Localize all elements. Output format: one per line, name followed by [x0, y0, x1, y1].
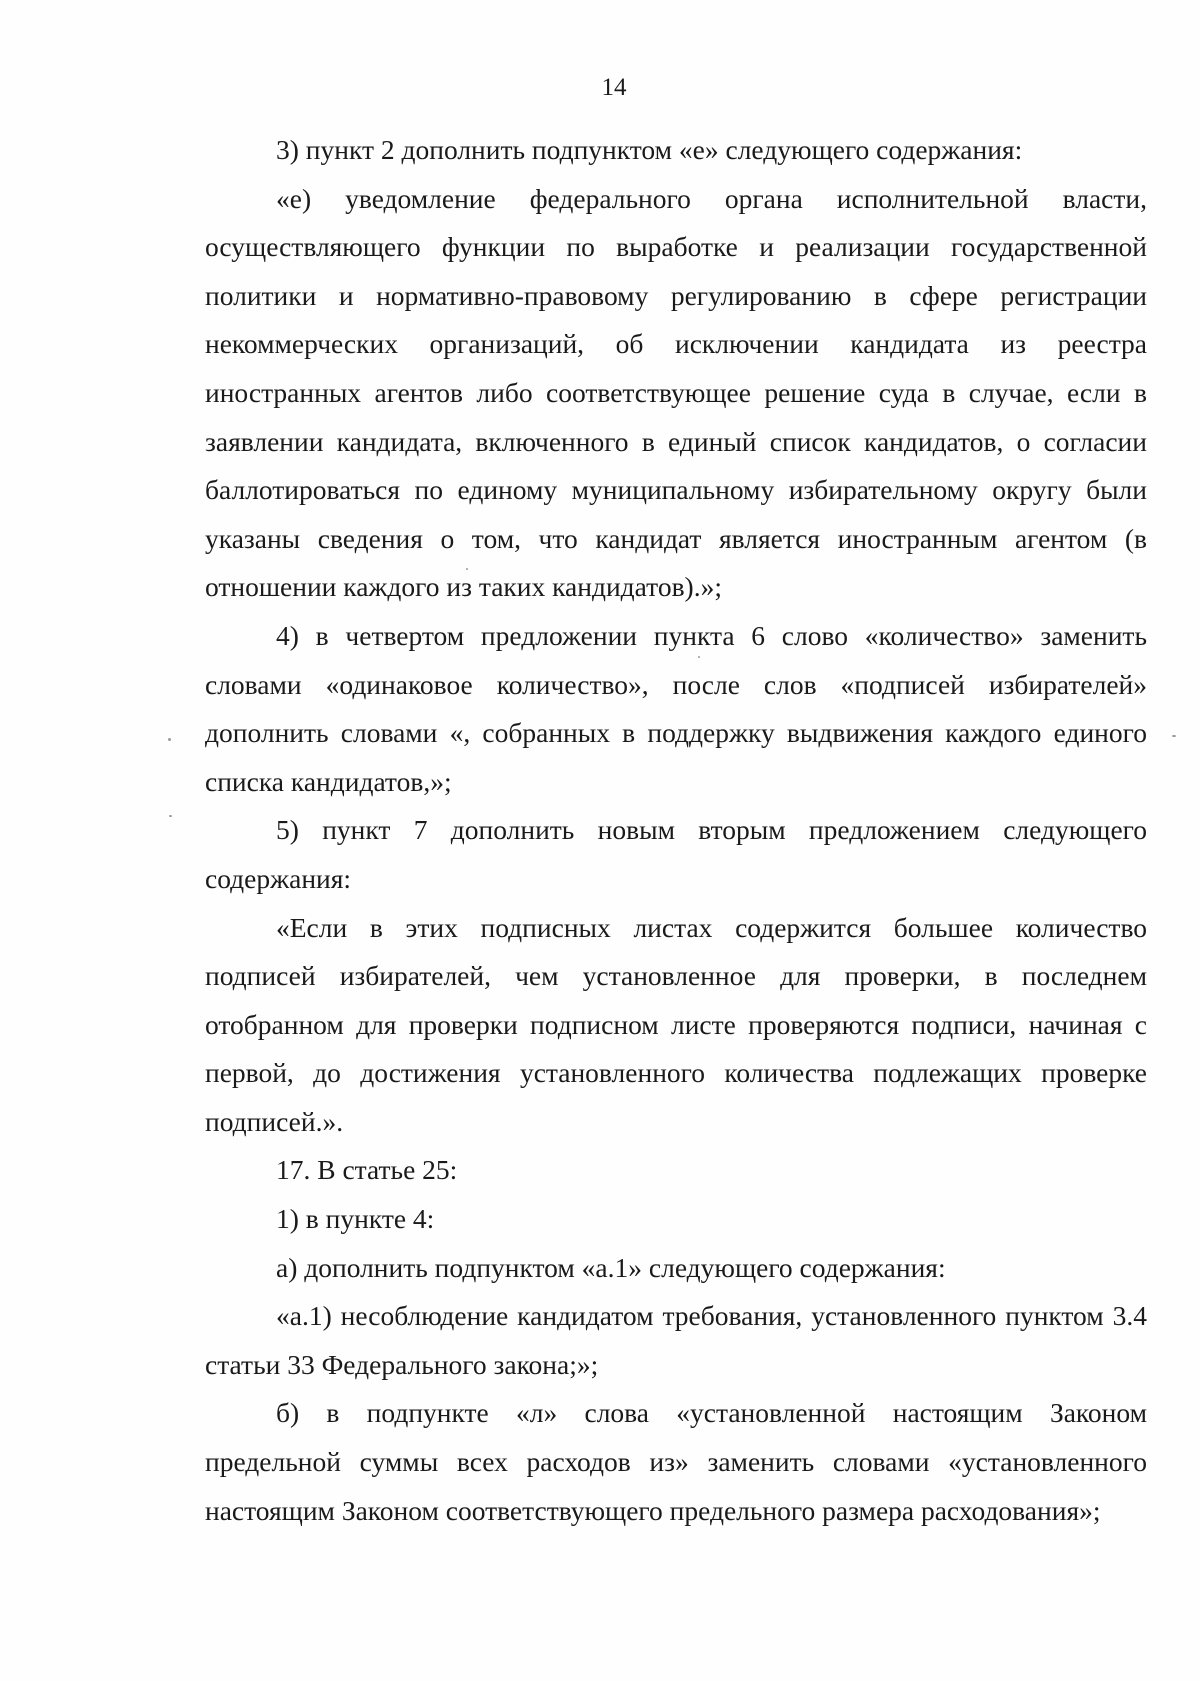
paragraph-amendment-3: 3) пункт 2 дополнить подпунктом «е» следующего содержания:: [276, 134, 1023, 165]
paragraph-amendment-4: 4) в четвертом предложении пункта 6 слово «количество» заменить словами «одинаковое количество», после слов «подписей избирателей» дополнить словами «, собранных в поддержку выдвижения каждого единого списка кандидатов,»;: [205, 619, 1147, 797]
paragraph-subitem-e: «е) уведомление федерального органа исполнительной власти, осуществляющего функции по выработке и реализации государственной политики и нормативно-правовому регулированию в сфере регистрации некоммерческих организаций, об исключении кандидата из реестра иностранных агентов либо соответствующее решение суда в случае, если в заявлении кандидата, включенного в единый список кандидатов, о согласии баллотироваться по единому муниципальному избирательному округу были указаны сведения о том, что кандидат является иностранным агентом (в отношении каждого из таких кандидатов).»;: [205, 182, 1147, 603]
scan-speck: [1172, 735, 1176, 737]
paragraph-subitem-a1: «а.1) несоблюдение кандидатом требования, установленного пунктом 3.4 статьи 33 Федерального закона;»;: [205, 1300, 1147, 1380]
paragraph-subitem-b: б) в подпункте «л» слова «установленной настоящим Законом предельной суммы всех расходов из» заменить словами «установленного настоящим Законом соответствующего предельного размера расходования»;: [205, 1397, 1147, 1526]
paragraph-point-4: 1) в пункте 4:: [276, 1203, 435, 1235]
scan-speck: [168, 738, 171, 741]
scan-speck: [169, 815, 172, 817]
scan-speck: [466, 568, 468, 570]
paragraph-quoted-sentence: «Если в этих подписных листах содержится большее количество подписей избирателей, чем установленное для проверки, в последнем отобранном для проверки подписном листе проверяются подписи, начиная с первой, до достижения установленного количества подлежащих проверке подписей.».: [205, 911, 1147, 1137]
scan-speck: [698, 656, 700, 658]
paragraph-amendment-5: 5) пункт 7 дополнить новым вторым предложением следующего содержания:: [205, 814, 1147, 894]
paragraph-subitem-a: а) дополнить подпунктом «а.1» следующего содержания:: [276, 1251, 946, 1283]
paragraph-article-25: 17. В статье 25:: [276, 1154, 458, 1186]
document-body: [205, 126, 1147, 1535]
page-number: 14: [601, 74, 627, 101]
